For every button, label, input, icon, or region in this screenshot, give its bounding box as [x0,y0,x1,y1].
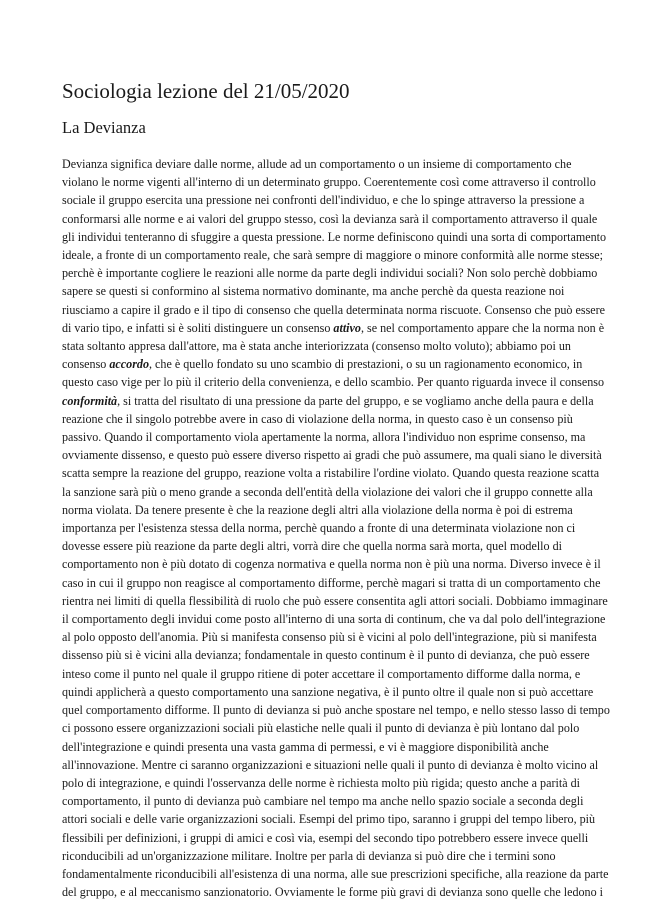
body-line: importanza per l'esistenza stessa della norma, perchè quando a fronte di una determinata violazione non ci [62,521,576,536]
body-line: polo di integrazione, e quindi l'osservanza delle norme è richiesta molto più rigida; questo anche a parità di [62,775,581,790]
body-line: sapere se questi si conformino al sistema normativo dominante, ma anche perchè da questa reazione noi [62,284,565,299]
body-text [62,155,610,901]
body-line: norma violata. Da tenere presente è che la reazione degli altri alla violazione della norma è poi di estrema [62,502,573,517]
body-line: ovviamente dissenso, e questo può essere diverso rispetto ai gradi che può assumere, ma quali siano le diversità [62,448,602,463]
body-line: ci possono essere organizzazioni sociali più elastiche nelle quali il punto di devianza è più lontano dal polo [62,721,580,736]
body-line: dissenso più si è vicini alla devianza; fondamentale in questo continum è il punto di devianza, che può essere [62,648,590,663]
body-line: sociale il gruppo esercita una pressione nei confronti dell'individuo, e che lo spinge attraverso la pressione a [62,193,585,208]
body-line: gli individui tenteranno di sfuggire a questa pressione. Le norme definiscono quindi una sorta di comportamento [62,229,607,244]
body-line: attori sociali e delle varie organizzazioni sociali. Esempi del primo tipo, saranno i gruppi del tempo libero, più [62,812,596,827]
body-line: inteso come il punto nel quale il gruppo ritiene di poter accettare il comportamento difforme dalla norma, e [62,666,581,681]
body-line: ideale, a fronte di un comportamento reale, che sarà sempre di maggiore o minore conformità alle norme stesse; [62,248,603,263]
body-line: reazione che il singolo potrebbe avere in caso di violazione della norma, in questo caso è un consenso più [62,411,573,426]
body-line: del gruppo, e al meccanismo sanzionatorio. Ovviamente le forme più gravi di devianza sono quelle che ledono i [62,885,604,900]
emphasized-term: attivo [333,320,361,335]
emphasized-term: conformità [62,393,118,408]
body-line: la sanzione sarà più o meno grande a seconda dell'entità della violazione dei valori che il gruppo connette alla [62,484,593,499]
body-line: dell'integrazione e quindi presenta una vasta gamma di permessi, e vi è maggiore disponibilità anche [62,739,549,754]
body-line: comportamento, il punto di devianza può cambiare nel tempo ma anche nello spazio sociale a seconda degli [62,794,584,809]
body-line: riconducibili ad un'organizzazione militare. Inoltre per parla di devianza si può dire che i termini sono [62,848,556,863]
body-line: all'innovazione. Mentre ci saranno organizzazioni e situazioni nelle quali il punto di devianza è molto vicino al [62,757,599,772]
emphasized-term: accordo [109,357,149,372]
body-line: il comportamento degli invidui come posto all'interno di una sorta di continum, che va dal polo dell'integrazione [62,612,606,627]
body-line: flessibili per definizioni, i gruppi di amici e così via, esempi del secondo tipo potrebbero essere invece quelli [62,830,589,845]
body-line: rientra nei limiti di quella flessibilità di ruolo che può essere consentita agli attori sociali. Dobbiamo immaginare [62,593,608,608]
body-line: questo caso vige per lo più il criterio della convenienza, e dello scambio. Per quanto riguarda invece il consenso [62,375,605,390]
body-line: al polo opposto dell'anomia. Più si manifesta consenso più si è vicini al polo dell'integrazione, più si manifesta [62,630,597,645]
document-title: Sociologia lezione del 21/05/2020 [62,79,350,103]
body-line: violano le norme vigenti all'interno di un determinato gruppo. Coerentemente così come attraverso il controllo [62,175,596,190]
body-line: quindi applicherà a questo comportamento una sanzione negativa, è il punto oltre il quale non si può accettare [62,684,594,699]
body-line: comportamento non è più dotato di cogenza normativa e quella norma non è più una norma. Diverso invece è il [62,557,601,572]
body-line: quel comportamento difforme. Il punto di devianza si può anche spostare nel tempo, e nello stesso lasso di tempo [62,703,610,718]
body-line: fondamentalmente riconducibili all'esistenza di una norma, alle sue prescrizioni specifiche, alla reazione da parte [62,866,609,881]
body-line: passivo. Quando il comportamento viola apertamente la norma, allora l'individuo non esprime consenso, ma [62,430,586,445]
body-line: perchè è importante cogliere le reazioni alle norme da parte degli individui sociali? Non solo perchè dobbiamo [62,266,598,281]
body-line: stata soltanto appresa dall'attore, ma è stata anche interiorizzata (consenso molto voluto); abbiamo poi un [62,339,571,354]
body-line: scatta sempre la reazione del gruppo, reazione volta a ristabilire l'ordine violato. Quando questa reazione scatta [62,466,600,481]
body-line: di vario tipo, e infatti si è soliti distinguere un consenso attivo, se nel comportamento appare che la norma non è [62,320,605,335]
section-title: La Devianza [62,118,146,137]
body-line: conformità, si tratta del risultato di una pressione da parte del gruppo, e se vogliamo anche della paura e della [62,393,594,408]
body-line: consenso accordo, che è quello fondato su uno scambio di prestazioni, o su un ragionamento economico, in [62,357,583,372]
body-line: riusciamo a capire il grado e il tipo di consenso che quella determinata norma riscuote. Consenso che può essere [62,302,606,317]
body-line: caso in cui il gruppo non reagisce al comportamento difforme, perchè magari si tratta di un comportamento che [62,575,601,590]
body-line: conformarsi alle norme e ai valori del gruppo stesso, così la devianza sarà il comportamento attraverso il quale [62,211,598,226]
body-line: dovesse essere più reazione da parte degli altri, vorrà dire che quella norma sarà morta, quel modello di [62,539,563,554]
body-line: Devianza significa deviare dalle norme, allude ad un comportamento o un insieme di comportamento che [62,157,572,171]
